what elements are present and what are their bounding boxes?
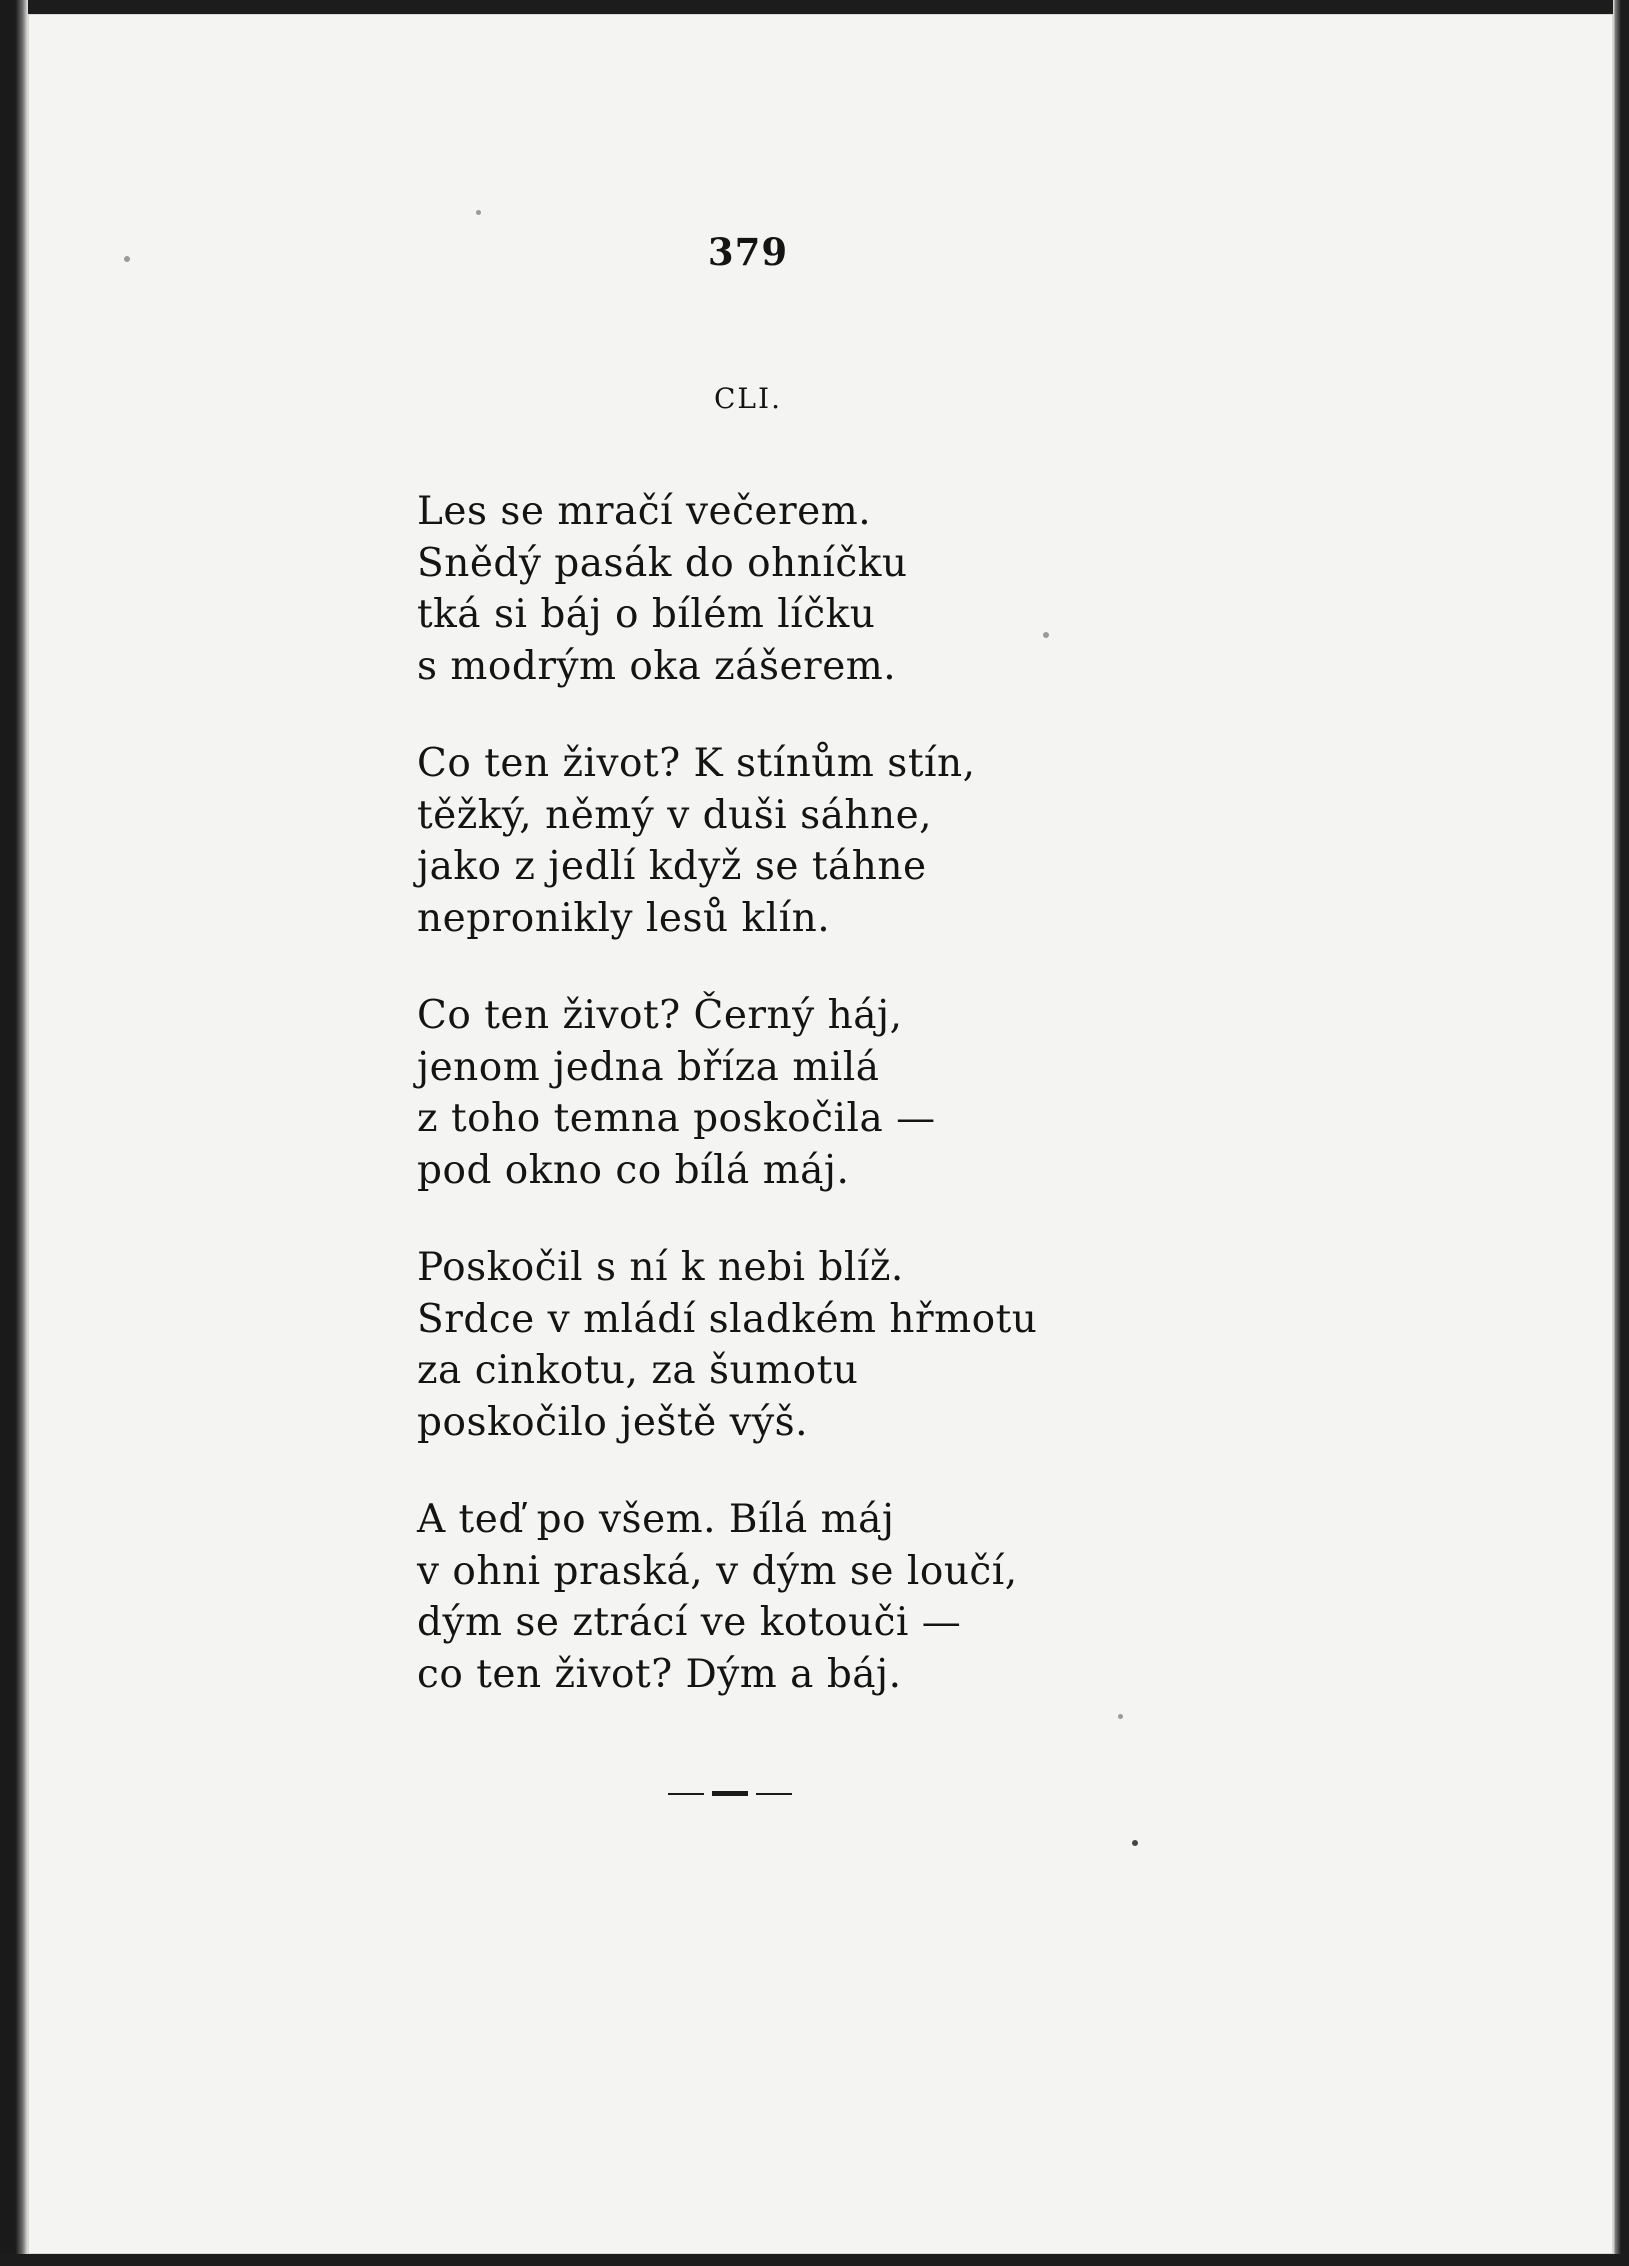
poem-line: Les se mračí večerem.	[417, 489, 872, 534]
poem-title: CLI.	[714, 382, 782, 415]
paper-speck	[124, 256, 130, 262]
poem-line: jenom jedna bříza milá	[417, 1044, 880, 1090]
paper-speck	[476, 210, 481, 215]
poem-line: Poskočil s ní k nebi blíž.	[417, 1245, 904, 1290]
end-ornament	[668, 1791, 792, 1797]
poem-line: Snědý pasák do ohníčku	[417, 540, 908, 586]
scan-left-border	[0, 0, 28, 2266]
scan-right-border	[1613, 0, 1629, 2266]
page-number: 379	[707, 230, 789, 274]
stanza-5	[417, 1494, 1137, 1700]
ornament-rule-right	[756, 1793, 792, 1795]
poem-line: v ohni praská, v dým se loučí,	[417, 1548, 1018, 1594]
paper-speck	[1132, 1840, 1138, 1846]
poem-line: těžký, němý v duši sáhne,	[417, 792, 933, 838]
poem-line: Srdce v mládí sladkém hřmotu	[417, 1296, 1038, 1342]
poem-line: z toho temna poskočila —	[417, 1096, 936, 1141]
ornament-rule-left	[668, 1793, 704, 1795]
poem-line: za cinkotu, za šumotu	[417, 1348, 859, 1393]
poem-line: tká si báj o bílém líčku	[417, 592, 876, 637]
stanza-4	[417, 1242, 1137, 1448]
ornament-rule-center	[712, 1791, 748, 1796]
poem-line: Co ten život? K stínům stín,	[417, 741, 976, 786]
poem-line: s modrým oka zášerem.	[417, 643, 897, 689]
poem-line: pod okno co bílá máj.	[417, 1147, 850, 1193]
poem-body	[417, 486, 1137, 1746]
poem-line: nepronikly lesů klín.	[417, 895, 831, 941]
poem-line: dým se ztrácí ve kotouči —	[417, 1600, 962, 1645]
paper-speck	[1118, 1714, 1123, 1719]
stanza-2	[417, 738, 1137, 944]
book-page	[28, 14, 1613, 2254]
scan-bottom-border	[0, 2254, 1629, 2266]
poem-line: jako z jedlí když se táhne	[417, 844, 927, 889]
stanza-1	[417, 486, 1137, 692]
paper-speck	[1043, 632, 1049, 638]
poem-line: co ten život? Dým a báj.	[417, 1651, 902, 1697]
poem-line: A teď po všem. Bílá máj	[417, 1497, 895, 1542]
scan-top-border	[0, 0, 1629, 14]
poem-line: poskočilo ještě výš.	[417, 1399, 809, 1445]
stanza-3	[417, 990, 1137, 1196]
poem-line: Co ten život? Černý háj,	[417, 993, 903, 1038]
